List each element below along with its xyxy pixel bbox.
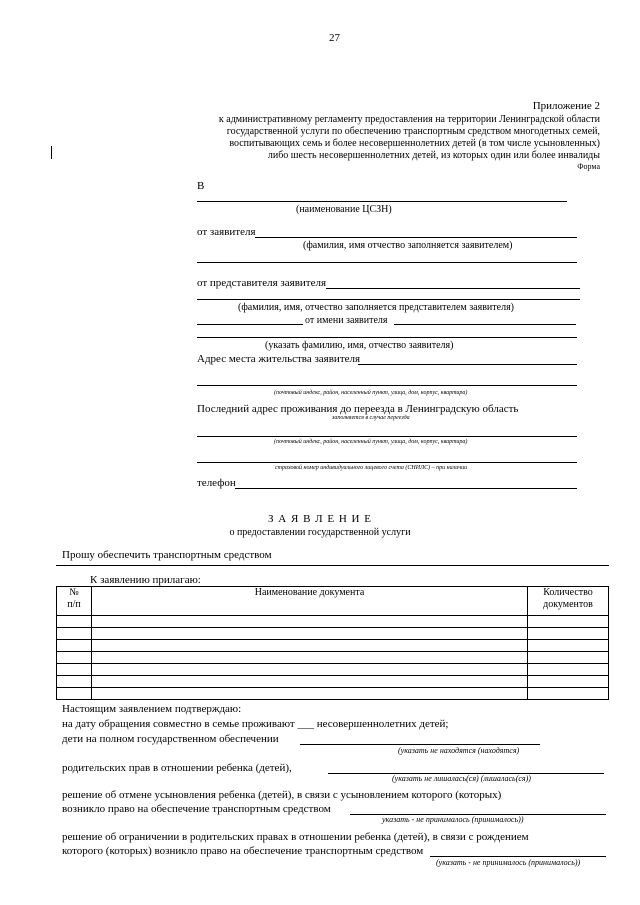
table-row[interactable] xyxy=(57,640,609,652)
statement-subtitle: о предоставлении государственной услуги xyxy=(229,527,411,538)
appendix-line: к административному регламенту предоставления на территории Ленинградской области xyxy=(218,114,600,125)
table-row[interactable] xyxy=(57,628,609,640)
address-field[interactable] xyxy=(358,364,577,365)
adoption-hint: указать - не принималось (принималось)) xyxy=(382,815,524,824)
confirm-children-count: на дату обращения совместно в семье проживают ___ несовершеннолетних детей; xyxy=(62,718,449,730)
confirm-restriction-line2: которого (которых) возникло право на обеспечение транспортным средством xyxy=(62,845,424,857)
restriction-hint: (указать - не принималось (принималось)) xyxy=(436,858,581,867)
last-address-field[interactable] xyxy=(197,436,577,437)
attach-label: К заявлению прилагаю: xyxy=(90,574,201,586)
table-row[interactable] xyxy=(57,616,609,628)
address-hint: (почтовый индекс, район, населенный пункт, улица, дом, корпус, квартира) xyxy=(274,390,468,396)
on-behalf-field[interactable] xyxy=(394,324,576,325)
on-behalf-hint: (указать фамилию, имя, отчество заявителя) xyxy=(265,340,454,351)
table-header-row xyxy=(57,587,609,616)
applicant-hint: (фамилия, имя отчество заполняется заявителем) xyxy=(303,240,513,251)
documents-table xyxy=(56,586,609,700)
representative-field[interactable] xyxy=(326,288,580,289)
state-care-field[interactable] xyxy=(300,744,540,745)
to-label: В xyxy=(197,180,205,192)
table-row[interactable] xyxy=(57,676,609,688)
confirm-parental-rights-label: родительских прав в отношении ребенка (детей), xyxy=(62,762,292,774)
last-address-hint: (почтовый индекс, район, населенный пункт, улица, дом, корпус, квартира) xyxy=(274,439,468,445)
on-behalf-label: от имени заявителя xyxy=(305,315,388,326)
snils-field[interactable] xyxy=(197,462,577,463)
representative-field-2[interactable] xyxy=(197,299,580,300)
appendix-line: воспитывающих семь и более несовершеннолетних детей (в том числе усыновленных) xyxy=(229,138,600,149)
page-number: 27 xyxy=(329,32,340,44)
phone-field[interactable] xyxy=(235,488,577,489)
confirm-state-care-label: дети на полном государственном обеспечении xyxy=(62,733,279,745)
confirm-restriction-line1: решение об ограничении в родительских правах в отношении ребенка (детей), в связи с рождением xyxy=(62,831,529,843)
state-care-hint: (указать не находятся (находятся) xyxy=(398,746,520,755)
appendix-line: либо шесть несовершеннолетних детей, из которых один или более инвалиды xyxy=(267,150,600,161)
request-text: Прошу обеспечить транспортным средством xyxy=(62,549,272,561)
representative-field-3[interactable] xyxy=(197,324,303,325)
col-count-header: Количество документов xyxy=(528,587,609,616)
request-field[interactable] xyxy=(56,565,609,566)
address-label: Адрес места жительства заявителя xyxy=(197,353,361,365)
from-applicant-label: от заявителя xyxy=(197,226,256,238)
czsn-hint: (наименование ЦСЗН) xyxy=(296,204,392,215)
confirm-adoption-line2: возникло право на обеспечение транспортным средством xyxy=(62,803,331,815)
parental-rights-hint: (указать не лишалась(ся) (лишалась(ся)) xyxy=(392,774,531,783)
applicant-name-field[interactable] xyxy=(255,237,577,238)
confirm-intro: Настоящим заявлением подтверждаю: xyxy=(62,703,242,715)
margin-mark xyxy=(51,146,52,159)
table-row[interactable] xyxy=(57,664,609,676)
address-field-2[interactable] xyxy=(197,385,577,386)
snils-hint: страховой номер индивидуального лицевого счета (СНИЛС) – при наличии xyxy=(275,465,468,471)
table-row[interactable] xyxy=(57,688,609,700)
confirm-adoption-line1: решение об отмене усыновления ребенка (детей), в связи с усыновлением которого (которых) xyxy=(62,789,502,801)
applicant-name-field-2[interactable] xyxy=(197,262,577,263)
form-label: Форма xyxy=(577,162,600,171)
on-behalf-field-2[interactable] xyxy=(197,337,577,338)
last-address-label: Последний адрес проживания до переезда в Ленинградскую область xyxy=(197,403,519,415)
appendix-title: Приложение 2 xyxy=(532,100,600,112)
col-document-header: Наименование документа xyxy=(92,587,528,616)
appendix-description xyxy=(219,114,600,162)
last-address-note: заполняется в случае переезда xyxy=(332,415,410,421)
czsn-field[interactable] xyxy=(197,201,567,202)
from-representative-label: от представителя заявителя xyxy=(197,277,327,289)
phone-label: телефон xyxy=(197,477,236,489)
table-row[interactable] xyxy=(57,652,609,664)
col-number-header: № п/п xyxy=(57,587,92,616)
statement-title: З А Я В Л Е Н И Е xyxy=(268,513,372,525)
restriction-field[interactable] xyxy=(430,856,606,857)
representative-hint: (фамилия, имя, отчество заполняется представителем заявителя) xyxy=(238,302,514,313)
appendix-line: государственной услуги по обеспечению транспортным средством многодетных семей, xyxy=(226,126,600,137)
